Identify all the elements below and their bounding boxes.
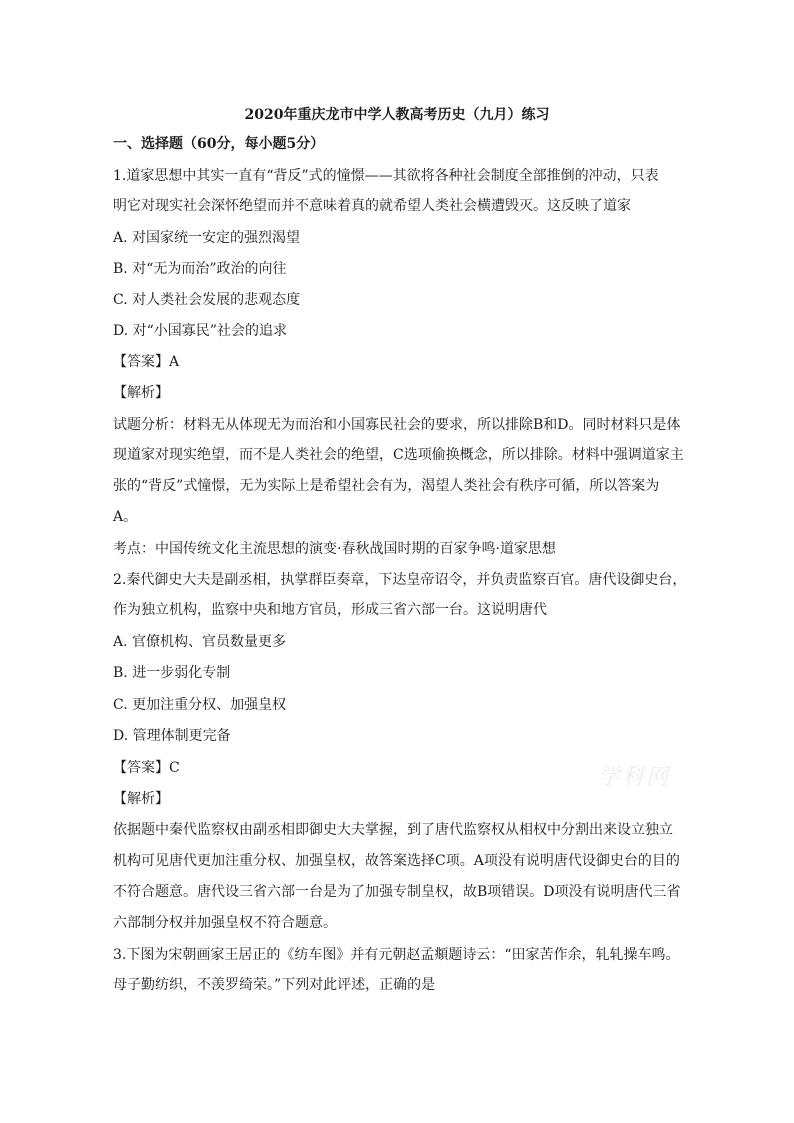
q1-option-b: B. 对“无为而治”政治的向往 (113, 261, 287, 277)
q2-stem-line: 2.秦代御史大夫是副丞相，执掌群臣奏章，下达皇帝诏令，并负责监察百官。唐代设御史台， (113, 572, 687, 588)
q1-option-c: C. 对人类社会发展的悲观态度 (113, 292, 301, 308)
q2-analysis-line: 六部制分权并加强皇权不符合题意。 (113, 915, 337, 931)
q1-analysis-line: A。 (113, 509, 138, 525)
q1-stem-line: 明它对现实社会深怀绝望而并不意味着真的就希望人类社会横遭毁灭。这反映了道家 (113, 198, 631, 214)
q1-stem-line: 1.道家思想中其实一直有“背反”式的憧憬——其欲将各种社会制度全部推倒的冲动，只表 (113, 168, 659, 184)
q2-analysis-line: 不符合题意。唐代设三省六部一台是为了加强专制皇权，故B项错误。D项没有说明唐代三省 (113, 884, 681, 900)
q2-option-d: D. 管理体制更完备 (113, 728, 231, 744)
page-title: 2020年重庆龙市中学人教高考历史（九月）练习 (244, 107, 550, 123)
section-heading: 一、选择题（60分，每小题5分） (113, 136, 325, 152)
q1-option-d: D. 对“小国寡民”社会的追求 (113, 323, 287, 339)
q2-analysis-label: 【解析】 (113, 791, 169, 807)
q1-analysis-label: 【解析】 (113, 385, 169, 401)
q1-kaodian: 考点：中国传统文化主流思想的演变·春秋战国时期的百家争鸣·道家思想 (113, 541, 556, 557)
watermark: 学科网 (598, 765, 671, 790)
q1-analysis-line: 试题分析：材料无从体现无为而治和小国寡民社会的要求，所以排除B和D。同时材料只是体 (113, 417, 681, 433)
q3-stem-line: 3.下图为宋朝画家王居正的《纺车图》并有元朝赵孟頫题诗云：“田家苦作余，轧轧操车鸣。 (113, 947, 680, 963)
q2-answer: 【答案】C (113, 760, 180, 776)
q1-analysis-line: 现道家对现实绝望，而不是人类社会的绝望，C选项偷换概念，所以排除。材料中强调道家主 (113, 447, 684, 463)
q1-option-a: A. 对国家统一安定的强烈渴望 (113, 230, 301, 246)
q2-option-a: A. 官僚机构、官员数量更多 (113, 634, 287, 650)
q1-analysis-line: 张的“背反”式憧憬，无为实际上是希望社会有为，渴望人类社会有秩序可循，所以答案为 (113, 478, 660, 494)
q2-option-b: B. 进一步弱化专制 (113, 665, 231, 681)
q3-stem-line: 母子勤纺织，不羡罗绮荣。”下列对此评述，正确的是 (113, 977, 436, 993)
q1-answer: 【答案】A (113, 354, 180, 370)
q2-analysis-line: 机构可见唐代更加注重分权、加强皇权，故答案选择C项。A项没有说明唐代设御史台的目的 (113, 853, 680, 869)
q2-analysis-line: 依据题中秦代监察权由副丞相即御史大夫掌握，到了唐代监察权从相权中分割出来设立独立 (113, 822, 673, 838)
q2-option-c: C. 更加注重分权、加强皇权 (113, 697, 287, 713)
q2-stem-line: 作为独立机构，监察中央和地方官员，形成三省六部一台。这说明唐代 (113, 602, 547, 618)
